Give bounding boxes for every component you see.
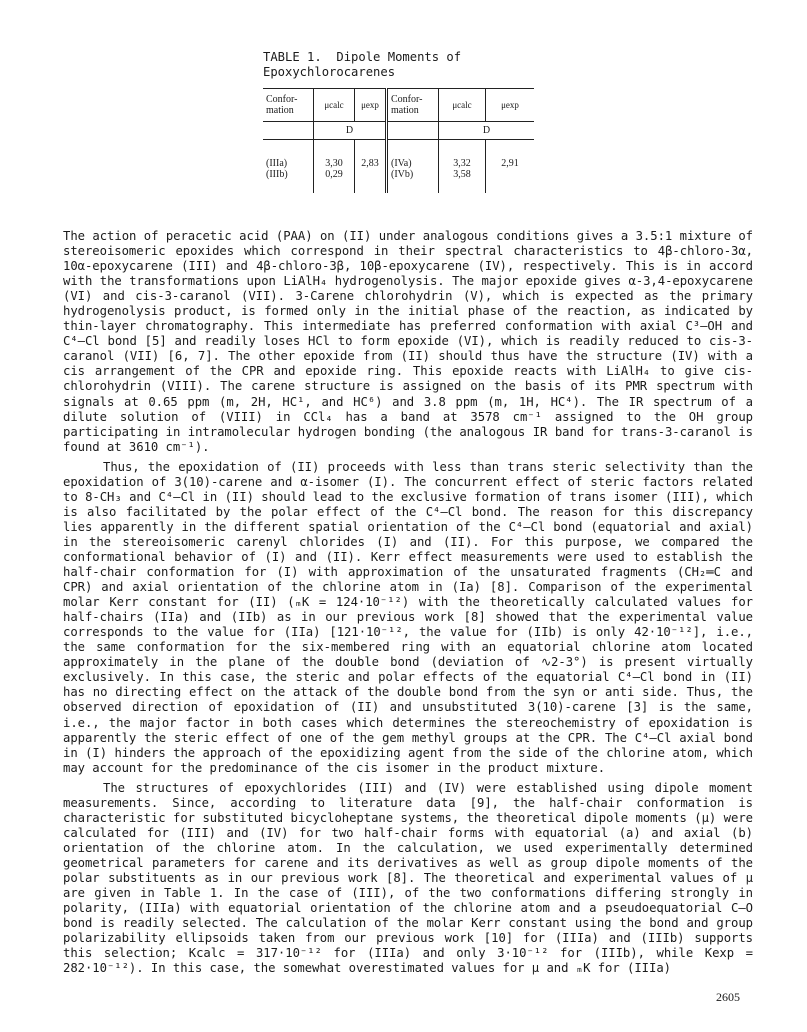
table-caption-line1: TABLE 1. Dipole Moments of [263, 50, 462, 64]
unit-label-right: D [439, 122, 535, 140]
cell-mu-exp-right: 2,91 [501, 158, 519, 169]
table-data-row [263, 140, 534, 194]
paragraph-3: The structures of epoxychlorides (III) and (IV) were established using dipole moment measurements. Since, according to literature data [9], the half-chair conformation is characteristic for substituted bicycloheptane systems, the theoretical dipole moments (μ) were calculated for (III) and (IV) for two half-chair forms with equatorial (a) and axial (b) orientation of the chlorine atom. In the calculation, we used experimentally determined geometrical parameters for carene and its derivatives as well as group dipole moments of the polar substituents as in our previous work [8]. The theoretical and experimental values of μ are given in Table 1. In the case of (III), of the two conformations differing strongly in polarity, (IIIa) with equatorial orientation of the chlorine atom and a pseudoequatorial C–O bond is readily selected. The calculation of the molar Kerr constant using the bond and group polarizability ellipsoids taken from our previous work [10] for (IIIa) and (IIIb) supports this selection; Kcalc = 317·10⁻¹² for (IIIa) and only 3·10⁻¹² for (IIIb), while Kexp = 282·10⁻¹²). In this case, the somewhat overestimated values for μ and ₘK for (IIIa) [63, 780, 753, 976]
cell-mu-exp-left: 2,83 [355, 140, 387, 194]
header-mu-calc-left: μcalc [314, 89, 355, 122]
header-conformation-right: Confor- mation [387, 89, 439, 122]
cell-mu-calc-left: 3,30 0,29 [314, 140, 355, 194]
header-mu-calc-right: μcalc [439, 89, 486, 122]
table-header-row [263, 89, 534, 122]
cell-conformation-left: (IIIa) (IIIb) [263, 140, 314, 194]
page-number: 2605 [716, 990, 740, 1004]
table-caption-line2: Epoxychlorocarenes [263, 65, 396, 79]
table-unit-row [263, 122, 534, 140]
table-caption [263, 50, 503, 80]
unit-label-left: D [314, 122, 387, 140]
cell-conformation-right: (IVa) (IVb) [387, 140, 439, 194]
header-mu-exp-left: μexp [355, 89, 387, 122]
header-mu-exp-right: μexp [486, 89, 535, 122]
paragraph-1: The action of peracetic acid (PAA) on (II) under analogous conditions gives a 3.5:1 mixture of stereoisomeric epoxides which correspond in their spectral characteristics to 4β-chloro-3α, 10α-epoxycarene (III) and 4β-chloro-3β, 10β-epoxycarene (IV), respectively. This is in accord with the transformations upon LiAlH₄ hydrogenolysis. The major epoxide gives α-3,4-epoxycarene (VI) and cis-3-caranol (VII). 3-Carene chlorohydrin (V), which is expected as the primary hydrogenolysis product, is formed only in the initial phase of the reaction, as indicated by thin-layer chromatography. This intermediate has preferred conformation with axial C³–OH and C⁴–Cl bond [5] and readily loses HCl to form epoxide (VI), which is readily reduced to cis-3-caranol (VII) [6, 7]. The other epoxide from (II) should thus have the structure (IV) with a cis arrangement of the CPR and epoxide ring. This epoxide reacts with LiAlH₄ to give cis-chlorohydrin (VIII). The carene structure is assigned on the basis of its PMR spectrum with signals at 0.65 ppm (m, 2H, HC¹, and HC⁶) and 3.8 ppm (m, 1H, HC⁴). The IR spectrum of a dilute solution of (VIII) in CCl₄ has a band at 3578 cm⁻¹ assigned to the OH group participating in intramolecular hydrogen bonding (the analogous IR band for trans-3-caranol is found at 3610 cm⁻¹). [63, 229, 753, 454]
article-body [63, 229, 753, 981]
dipole-moments-table [263, 88, 534, 193]
unit-spacer-right [387, 122, 439, 140]
cell-mu-calc-right: 3,32 3,58 [439, 140, 486, 194]
unit-spacer-left [263, 122, 314, 140]
header-conformation-left: Confor- mation [263, 89, 314, 122]
paragraph-2: Thus, the epoxidation of (II) proceeds with less than trans steric selectivity than the epoxidation of 3(10)-carene and α-isomer (I). The concurrent effect of steric factors related to 8-CH₃ and C⁴–Cl in (II) should lead to the exclusive formation of trans isomer (III), which is also facilitated by the polar effect of the C⁴–Cl bond. The reason for this discrepancy lies apparently in the different spatial orientation of the C⁴–Cl bond (equatorial and axial) in the stereoisomeric carenyl chlorides (I) and (II). For this purpose, we compared the conformational behavior of (I) and (II). Kerr effect measurements were used to establish the half-chair conformation for (I) with approximation of the unsaturated fragments (CH₂═C and CPR) and axial orientation of the chlorine atom in (Ia) [8]. Comparison of the experimental molar Kerr constant for (II) (ₘK = 124·10⁻¹²) with the theoretically calculated values for half-chairs (IIa) and (IIb) as in our previous work [8] showed that the experimental value corresponds to the value for (IIa) [121·10⁻¹², the value for (IIb) is only 42·10⁻¹²], i.e., the same conformation for the six-membered ring with an equatorial chlorine atom located approximately in the plane of the double bond (deviation of ∿2-3°) is present virtually exclusively. In this case, the steric and polar effects of the equatorial C⁴–Cl bond in (II) has no directing effect on the attack of the double bond from the syn or anti side. Thus, the observed direction of epoxidation of (II) and unsubstituted 3(10)-carene [3] is the same, i.e., the major factor in both cases which determines the stereochemistry of epoxidation is apparently the steric effect of one of the gem methyl groups at the CPR. The C⁴–Cl axial bond in (I) hinders the approach of the epoxidizing agent from the side of the chlorine atom, which may account for the predominance of the cis isomer in the product mixture. [63, 459, 753, 775]
